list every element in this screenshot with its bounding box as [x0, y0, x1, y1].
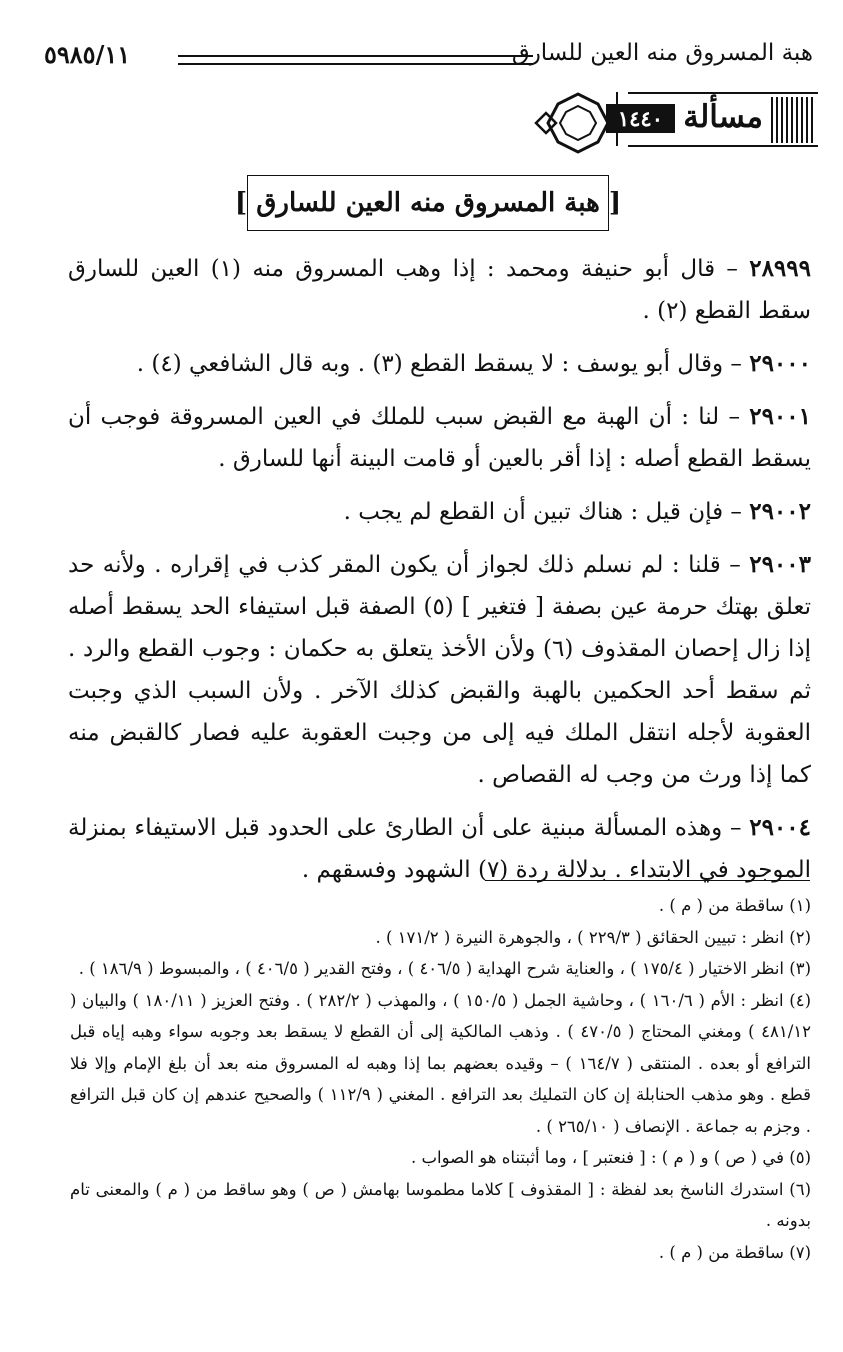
paragraph-text: – فإن قيل : هناك تبين أن القطع لم يجب . — [343, 499, 750, 525]
section-heading-box — [234, 175, 622, 231]
banner-top-line — [628, 92, 818, 94]
masala-number: ١٤٤٠ — [606, 104, 675, 133]
footnote: (٢) انظر : تبيين الحقائق ( ٢٢٩/٣ ) ، والجوهرة النيرة ( ١٧١/٢ ) . — [375, 927, 811, 947]
ornament-icon — [530, 90, 626, 156]
footnote-separator — [485, 880, 810, 881]
banner-bottom-line — [628, 145, 818, 147]
paragraph — [68, 491, 811, 533]
header-rule — [178, 55, 533, 65]
footnote: (١) ساقطة من ( م ) . — [658, 896, 811, 915]
footnote: (٥) في ( ص ) و ( م ) : [ فنعتبر ] ، وما أثبتناه هو الصواب . — [411, 1148, 811, 1167]
footnote: (٣) انظر الاختيار ( ١٧٥/٤ ) ، والعناية شرح الهداية ( ٤٠٦/٥ ) ، وفتح القدير ( ٤٠٦/٥ ) ، والمبسوط ( ١٨٦/٩ ) . — [78, 959, 811, 978]
paragraph-number: ٢٩٠٠٠ — [749, 350, 811, 377]
paragraph-text: – لنا : أن الهبة مع القبض سبب للملك في العين المسروقة فوجب أن يسقط القطع أصله : إذا أقر بالعين أو قامت البينة أنها للسارق . — [68, 404, 811, 472]
body-text — [68, 248, 811, 902]
paragraph-number: ٢٩٠٠١ — [749, 403, 811, 430]
paragraph-text: – قال أبو حنيفة ومحمد : إذا وهب المسروق منه (١) العين للسارق سقط القطع (٢) . — [68, 256, 811, 324]
page-number: ٥٩٨٥/١١ — [44, 40, 131, 69]
paragraph — [68, 343, 811, 385]
paragraph-number: ٢٩٠٠٢ — [749, 498, 811, 525]
paragraph — [68, 248, 811, 332]
paragraph — [68, 396, 811, 480]
paragraph-text: – وقال أبو يوسف : لا يسقط القطع (٣) . وبه قال الشافعي (٤) . — [136, 351, 750, 377]
banner-stripes — [771, 97, 815, 143]
paragraph-text: – قلنا : لم نسلم ذلك لجواز أن يكون المقر كذب في إقراره . ولأنه حد تعلق بهتك حرمة عين بصفة [ فتغير ] (٥) الصفة قبل استيفاء الحد يسقط أصله إذا زال إحصان المقذوف (٦) ولأن الأخذ يتعلق به حكمان : وجوب القطع والرد . ثم سقط أحد الحكمين بالهبة والقبض كذلك الآخر . ولأن السبب الذي وجبت العقوبة لأجله انتقل الملك فيه إلى من وجبت العقوبة عليه فصار كالقبض منه كما إذا ورث من وجب له القصاص . — [68, 552, 812, 788]
footnotes — [70, 890, 811, 1268]
paragraph-text: – وهذه المسألة مبنية على أن الطارئ على الحدود قبل الاستيفاء بمنزلة الموجود في الابتداء . بدلالة ردة (٧) الشهود وفسقهم . — [68, 815, 811, 883]
footnote: (٦) استدرك الناسخ بعد لفظة : [ المقذوف ] كلاما مطموسا بهامش ( ص ) وهو ساقط من ( م ) والمعنى تام بدونه . — [70, 1179, 811, 1230]
paragraph — [68, 544, 811, 796]
paragraph-number: ٢٩٠٠٤ — [749, 814, 811, 841]
masala-label: مسألة — [683, 99, 763, 135]
running-header-title: هبة المسروق منه العين للسارق — [511, 40, 813, 66]
footnote: (٧) ساقطة من ( م ) . — [658, 1242, 811, 1262]
footnote: (٤) انظر : الأم ( ١٦٠/٦ ) ، وحاشية الجمل ( ١٥٠/٥ ) ، والمهذب ( ٢٨٢/٢ ) . وفتح العزيز ( ١٨٠/١١ ) والبيان ( ٤٨١/١٢ ) ومغني المحتاج ( ٤٧٠/٥ ) . وذهب المالكية إلى أن القطع لا يسقط بعد وجوبه سواء وهبه إياه قبل الترافع أو بعده . المنتقى ( ١٦٤/٧ ) – وقيده بعضهم بما إذا وهبه له المسروق منه بعد أن بلغ الإمام وإلا فلا قطع . وهو مذهب الحنابلة إن كان التمليك بعد الترافع . المغني ( ١١٢/٩ ) والصحيح عندهم إن كان قبل الترافع . وجزم به جماعة . الإنصاف ( ٢٦٥/١٠ ) . — [70, 990, 812, 1136]
paragraph-number: ٢٨٩٩٩ — [749, 255, 811, 282]
paragraph — [68, 807, 811, 891]
paragraph-number: ٢٩٠٠٣ — [749, 551, 811, 578]
section-title: [ هبة المسروق منه العين للسارق ] — [234, 188, 622, 218]
